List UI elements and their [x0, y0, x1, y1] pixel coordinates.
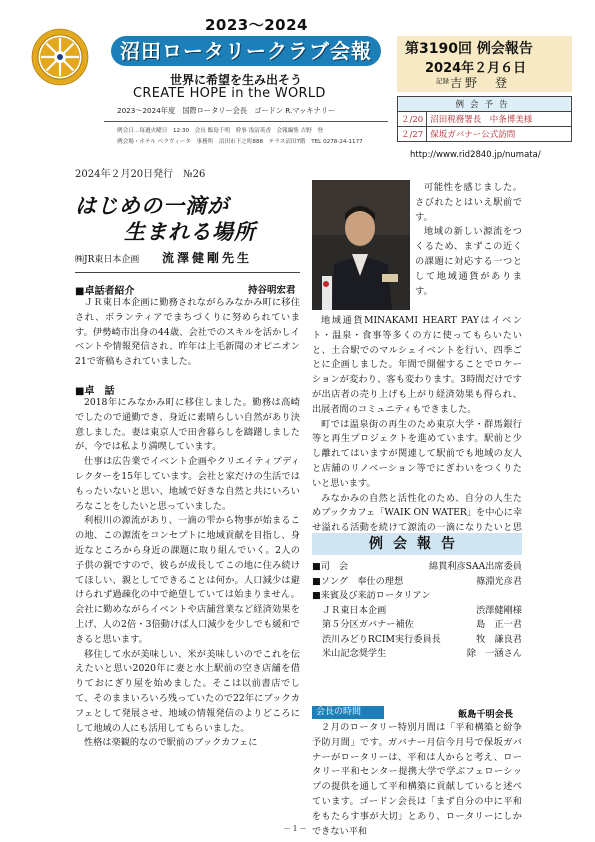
meeting-report-list — [312, 560, 522, 662]
talk-heading: ■卓 話 — [75, 386, 115, 397]
talk-body: 2018年にみなかみ町に移住しました。勤務は高崎でしたので通勤でき、身近に素晴らしい自然があり決意しました。妻は東京人で田舎暮らしを躊躇しましたが、今では私より満喫しています。 仕事は広告業でイベント企画やクリエイティブディレクターを15年しています。会社と家だけの生活ではもったいないと思い、地域で好きな自然と共にいろいろなことをしたいと思っていました。 利根川の源流があり、一滴の雫から物事が始まるこの地、この源流をコンセプトに地域貢献を目指し、身近なところから身近の課題に取り組んでいく。2人の子供の親ですので、彼らが成長してこの地に住み続けてほしい、親としてできることは何か。人口減少は避けられず過疎化の中で絶望していては始まりません。会社に勤めながらイベントや店舗営業など経済効果を上げ、人の2倍・3倍動けば人口減少を少しでも緩和できると思います。 移住して水が美味しい、米が美味しいのでこれを伝えたいと思い2020年に妻と水上駅前の空き店舗を借りておにぎり屋を始めました。そこは以前書店でして、そのままいろいろ残っていたので22年にブックカフェとして発展させ、地域の情報発信のよりどころにして地域の人にも活用してもらいました。 性格は楽観的なので駅前のブックカフェに — [75, 397, 300, 749]
schedule-title: 例会予告 — [398, 97, 572, 112]
schedule-event: 保坂ガバナー公式訪問 — [427, 127, 572, 142]
guest-name: 渋澤健剛様 — [476, 604, 522, 616]
slogan-japanese: 世界に希望を生み出そう — [170, 73, 303, 87]
ri-president-line: 2023～2024年度 国際ロータリー会長 ゴードン R.マッキナリー — [117, 106, 336, 115]
intro-heading: ■卓話者紹介 — [75, 286, 135, 297]
guest-row — [312, 647, 522, 662]
intro-body: ＪＲ東日本企画に勤務されながらみなかみ町に移住され、ボランティアでまちづくりに努められています。伊勢崎市出身の44歳、会社でのスキルを活かしイベントや情報発信され、昨年は上毛新聞のオピニオン21で寄稿もされていました。 — [75, 297, 300, 368]
club-info-line-2: 例会場・ホテル ベラヴィータ 事務所 沼田市下之町888 テラス沼田7階 TEL 0278-24-1177 — [117, 139, 363, 145]
guest-row — [312, 604, 522, 619]
recorder-name: 吉野 登 — [450, 76, 511, 90]
speaker-name: 流澤健剛先生 — [162, 251, 253, 265]
recorder-label: 記録 — [436, 77, 449, 85]
role-person: 篠淵光彦君 — [476, 575, 522, 587]
talk-continued-top: 可能性を感じました。さびれたとはいえ駅前です。 地域の新しい源流をつくるため、まずこの近くの課題に対応する一つとして地域通貨があります。 — [415, 182, 522, 297]
rotary-wheel-icon — [30, 27, 90, 87]
report-date: 2024年２月６日 — [425, 61, 527, 76]
guest-name: 除 一涵さん — [466, 648, 522, 659]
guest-affiliation: 第５分区ガバナー補佐 — [322, 619, 414, 630]
talk-continued-body: 地域通貨MINAKAMI HEART PAYはイベント・温泉・食事等多くの方に使ってもらいたいと、土合駅でのマルシェイベントを行い、四季ごとに企画しました。年間で開催することでロケーションが変わり、客も変わります。3時間だけですが出店者の売り上げも上がり経済効果も得られ、出展者間のコミュニティもできました。 町では温泉街の再生のため東京大学・群馬銀行等と再生プロジェクトを進めています。駅前と少し離れてはいますが関連して駅前でも地域の友人と店舗のリノベーション等でにぎわいをつくりたいと思います。 みなかみの自然と活性化のため、自分の人生ためブックカフェ「WAIK ON WATER」を中心に幸せ溢れる活動を続けて源流の一滴になりたいと思 — [312, 315, 522, 534]
club-info-line-1: 例会日…毎週火曜日 12:30 会長 飯島千明 幹事 浅沼英香 会報編集 吉野 登 — [117, 128, 324, 134]
issue-line: 2024年２月20日発行 №26 — [75, 169, 206, 180]
meeting-report-title: 例会報告 — [312, 533, 522, 555]
president-name: 飯島千明会長 — [458, 709, 514, 720]
guest-affiliation: ＪＲ東日本企画 — [322, 604, 387, 616]
title-divider — [75, 272, 300, 273]
schedule-date: ２/27 — [398, 127, 427, 142]
role-label: ■来賓及び来訪ロータリアン — [312, 590, 431, 601]
guest-name: 牧 謙良君 — [476, 633, 522, 645]
guest-name: 島 正一君 — [476, 619, 522, 630]
report-number: 第3190回 例会報告 — [405, 41, 533, 57]
speaker-photo — [312, 180, 410, 310]
list-item — [312, 560, 522, 575]
role-label: ■司 会 — [312, 561, 349, 572]
schedule-row — [398, 112, 572, 127]
schedule-event: 沼田税務署長 中条博美様 — [427, 112, 572, 127]
guest-affiliation: 渋川みどりRCIM実行委員長 — [322, 633, 441, 645]
intro-presenter: 持谷明宏君 — [248, 285, 296, 296]
page-number: －１－ — [283, 824, 307, 833]
president-time-body: ２月のロータリー特別月間は「平和構築と紛争予防月間」です。ガバナー月信今月号で保坂ガバナーがロータリーは、平和は人からと考え、ロータリー平和センター提携大学で学ぶフェローシップの提供を通して平和構築に貢献していると述べています。ゴードン会長は「まず自分の中に平和をもたらす事が大切」とあり、ロータリーにしかできない平和 — [312, 722, 522, 837]
role-label: ■ソング 奉仕の理想 — [312, 575, 404, 587]
club-years: 2023～2024 — [205, 16, 308, 34]
list-item — [312, 589, 522, 604]
guest-row — [312, 618, 522, 633]
club-website-link[interactable]: http://www.rid2840.jp/numata/ — [410, 150, 541, 160]
guest-row — [312, 633, 522, 648]
headline-line-1: はじめの一滴が — [75, 193, 229, 218]
slogan-english: CREATE HOPE in the WORLD — [133, 86, 326, 101]
header-divider — [104, 121, 388, 122]
schedule-table — [397, 96, 572, 142]
schedule-row — [398, 127, 572, 142]
speaker-company: ㈱JR東日本企画 — [75, 255, 140, 265]
role-person: 綿貫利彦SAA出席委員 — [428, 561, 522, 572]
list-item — [312, 575, 522, 590]
club-name-banner: 沼田ロータリークラブ会報 — [111, 36, 381, 66]
headline-line-2: 生まれる場所 — [124, 219, 256, 244]
president-time-badge: 会長の時間 — [312, 706, 384, 719]
schedule-date: ２/20 — [398, 112, 427, 127]
guest-affiliation: 米山記念奨学生 — [322, 648, 387, 659]
